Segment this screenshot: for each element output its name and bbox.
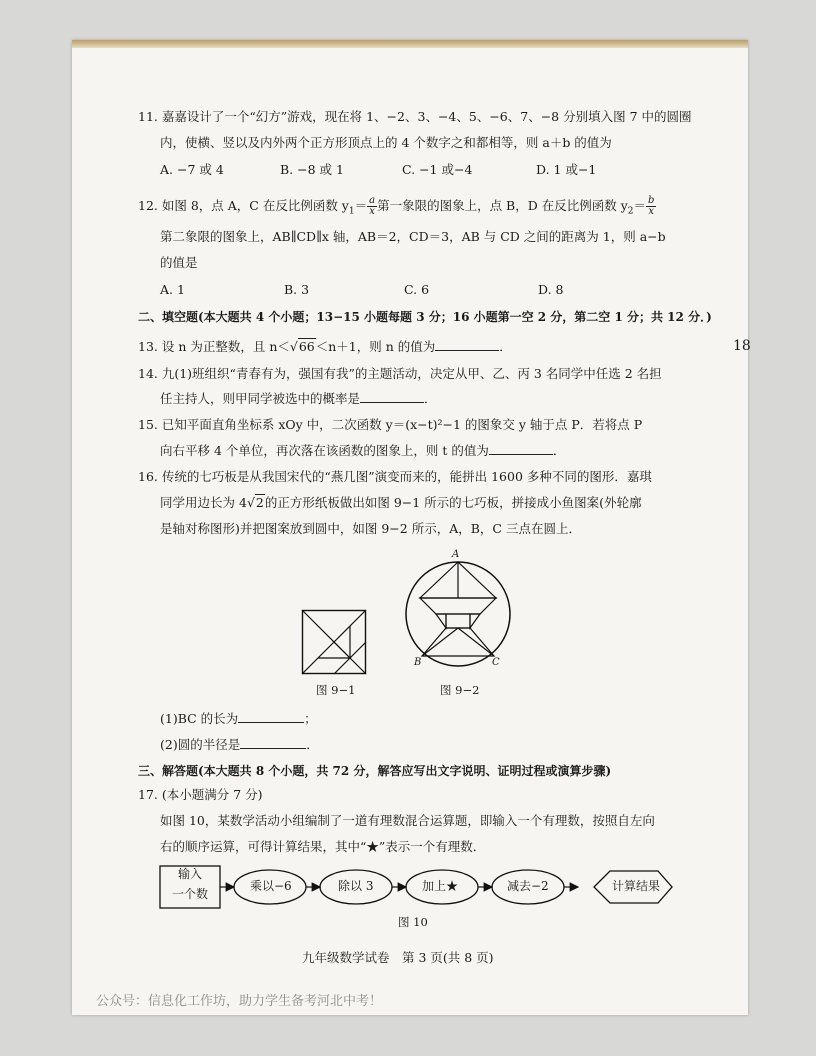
figure-9-1-tangram xyxy=(302,610,366,674)
q16-sub2-blank[interactable] xyxy=(240,736,306,749)
q16-sub1-blank[interactable] xyxy=(238,710,304,723)
q13-text-b: ＜n＋1，则 n 的值为 xyxy=(315,339,436,354)
flow-input-text-2: 一个数 xyxy=(172,887,209,901)
q12-option-b: B. 3 xyxy=(284,282,310,297)
q12-option-a: A. 1 xyxy=(160,282,185,297)
figure-9-2-fish-circle xyxy=(402,556,514,672)
fish-left-wedge xyxy=(436,614,446,628)
q13-radical: √ xyxy=(289,339,298,354)
q12-line1-b: 第一象限的图象上，点 B，D 在反比例函数 y xyxy=(377,198,628,213)
q13-radicand: 66 xyxy=(298,339,315,354)
q12-line2: 第二象限的图象上，AB∥CD∥x 轴，AB＝2，CD＝3，AB 与 CD 之间的距离为 1，则 a−b xyxy=(160,229,666,244)
q12-line1-a: 12. 如图 8，点 A，C 在反比例函数 y xyxy=(138,198,349,213)
flow-step-2-text: 除以 3 xyxy=(338,879,374,893)
flow-step-3-text: 加上★ xyxy=(422,879,459,893)
q12-eq1: ＝ xyxy=(354,198,368,213)
tangram-small xyxy=(334,642,350,658)
point-label-c: C xyxy=(492,657,500,668)
figure-10-flowchart xyxy=(158,864,678,914)
q14-line2 xyxy=(160,390,437,408)
q16-line3: 是轴对称图形)并把图案放到圆中，如图 9−2 所示，A，B，C 三点在圆上． xyxy=(160,521,581,536)
fish-right-wedge xyxy=(470,614,480,628)
q12-frac2-num: b xyxy=(648,195,655,206)
figure-10-caption: 图 10 xyxy=(398,915,428,929)
q12-frac2-den: x xyxy=(648,206,655,217)
q15-line1: 15. 已知平面直角坐标系 xOy 中，二次函数 y＝(x−t)²−1 的图象交 y 轴于点 P．若将点 P xyxy=(138,417,643,432)
q16-sub1-text: (1)BC 的长为 xyxy=(160,711,239,726)
q14-end: ． xyxy=(424,391,437,406)
q16-line2 xyxy=(160,494,642,512)
q15-line2-text: 向右平移 4 个单位，再次落在该函数的图象上，则 t 的值为 xyxy=(160,443,489,458)
q16-line2-b: 的正方形纸板做出如图 9−1 所示的七巧板，拼接成小鱼图案(外轮廓 xyxy=(264,495,642,510)
flow-output-text: 计算结果 xyxy=(612,879,661,893)
q11-line1: 11. 嘉嘉设计了一个“幻方”游戏，现在将 1、−2、3、−4、5、−6、7、−8 分别填入图 7 中的圆圈 xyxy=(138,109,692,124)
q12-frac1-den: x xyxy=(369,206,375,217)
q12-option-d: D. 8 xyxy=(538,282,564,297)
q14-line2-text: 任主持人，则甲同学被选中的概率是 xyxy=(160,391,361,406)
q16-sub2 xyxy=(160,736,319,754)
q11-option-c: C. −1 或−4 xyxy=(402,162,473,177)
page-footer: 九年级数学试卷 第 3 页(共 8 页) xyxy=(302,950,494,965)
q13-answer-blank[interactable] xyxy=(435,338,499,351)
q17-line1: 如图 10，某数学活动小组编制了一道有理数混合运算题，即输入一个有理数，按照自左向 xyxy=(160,813,655,828)
q16-sub2-text: (2)圆的半径是 xyxy=(160,737,241,752)
q16-sub2-end: ． xyxy=(306,737,319,752)
q15-end: ． xyxy=(552,443,566,458)
point-label-b: B xyxy=(414,657,422,668)
q15-answer-blank[interactable] xyxy=(489,442,553,455)
q12-eq2: ＝ xyxy=(633,198,647,213)
section2-heading: 二、填空题(本大题共 4 个小题；13−15 小题每题 3 分；16 小题第一空 2 分，第二空 1 分；共 12 分．) xyxy=(138,310,712,324)
flow-step-1-text: 乘以−6 xyxy=(250,879,292,893)
q17-line2: 右的顺序运算，可得计算结果，其中“★”表示一个有理数． xyxy=(160,839,486,854)
q16-radicand: 2 xyxy=(255,495,264,510)
figure-9-2-caption: 图 9−2 xyxy=(440,683,480,697)
q11-line2: 内，使横、竖以及内外两个正方形顶点上的 4 个数字之和都相等，则 a＋b 的值为 xyxy=(160,135,612,150)
flow-input-text-1: 输入 xyxy=(178,867,203,881)
page-top-edge xyxy=(72,40,748,48)
flow-step-4-text: 减去−2 xyxy=(507,879,549,893)
q11-option-b: B. −8 或 1 xyxy=(280,162,344,177)
fish-body-band xyxy=(420,598,496,614)
q12-fraction-a-over-x xyxy=(367,196,377,217)
figure-9-1-caption: 图 9−1 xyxy=(316,683,356,697)
q15-line2 xyxy=(160,442,565,460)
q11-option-d: D. 1 或−1 xyxy=(536,162,597,177)
fish-tail-split-left xyxy=(422,628,458,656)
section3-heading: 三、解答题(本大题共 8 个小题，共 72 分，解答应写出文字说明、证明过程或演算步骤) xyxy=(138,764,612,778)
q13-line xyxy=(138,338,512,356)
q16-line2-a: 同学用边长为 4 xyxy=(160,495,247,510)
q16-radical: √ xyxy=(246,495,255,510)
fish-tail xyxy=(422,628,494,656)
q12-sub2: 2 xyxy=(627,206,634,217)
q12-line1 xyxy=(138,196,656,221)
q12-option-c: C. 6 xyxy=(404,282,430,297)
q13-end: ． xyxy=(499,339,512,354)
q12-sub1: 1 xyxy=(348,206,355,217)
q12-line3: 的值是 xyxy=(160,255,198,270)
q12-fraction-b-over-x xyxy=(646,196,656,217)
q14-answer-blank[interactable] xyxy=(360,390,424,403)
q11-option-a: A. −7 或 4 xyxy=(160,162,224,177)
q16-sub1 xyxy=(160,710,317,728)
q16-line1: 16. 传统的七巧板是从我国宋代的“燕几图”演变而来的，能拼出 1600 多种不同的图形．嘉琪 xyxy=(138,469,652,484)
watermark-text: 公众号：信息化工作坊，助力学生备考河北中考！ xyxy=(96,994,383,1009)
fish-tail-split-right xyxy=(458,628,494,656)
q17-head: 17. (本小题满分 7 分) xyxy=(138,787,263,802)
q13-text-a: 13. 设 n 为正整数，且 n＜ xyxy=(138,339,290,354)
q16-sub1-end: ； xyxy=(304,711,317,726)
margin-number: 18 xyxy=(733,338,751,354)
q14-line1: 14. 九(1)班组织“青春有为，强国有我”的主题活动，决定从甲、乙、丙 3 名同学中任选 2 名担 xyxy=(138,366,662,381)
q12-frac1-num: a xyxy=(369,195,376,206)
fish-center-square xyxy=(446,614,470,628)
point-label-a: A xyxy=(452,549,460,560)
